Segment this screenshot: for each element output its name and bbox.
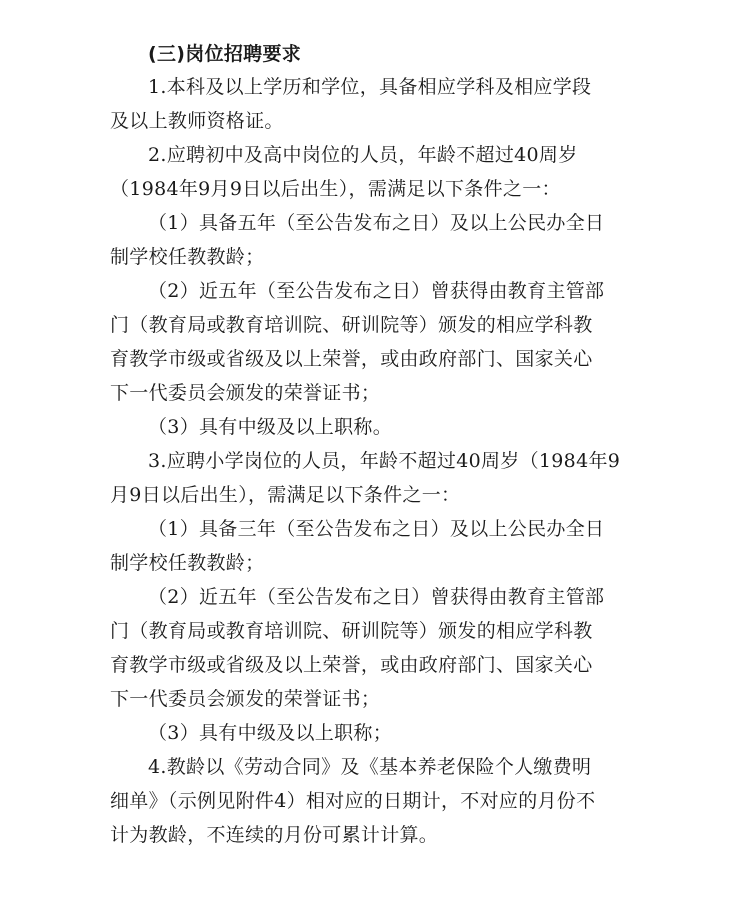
- paragraph-line-5: （1）具备五年（至公告发布之日）及以上公民办全日: [148, 212, 605, 234]
- paragraph-line-15: 制学校任教教龄；: [110, 552, 265, 574]
- paragraph-line-8: 门（教育局或教育培训院、研训院等）颁发的相应学科教: [110, 314, 593, 336]
- paragraph-line-23: 计为教龄，不连续的月份可累计计算。: [110, 824, 439, 846]
- paragraph-line-11: （3）具有中级及以上职称。: [148, 416, 392, 438]
- paragraph-line-21: 4.教龄以《劳动合同》及《基本养老保险个人缴费明: [148, 756, 592, 778]
- paragraph-line-12: 3.应聘小学岗位的人员，年龄不超过40周岁（1984年9: [148, 450, 621, 472]
- paragraph-line-7: （2）近五年（至公告发布之日）曾获得由教育主管部: [148, 280, 605, 302]
- paragraph-line-22: 细单》（示例见附件4）相对应的日期计，不对应的月份不: [110, 790, 596, 812]
- paragraph-line-2: 及以上教师资格证。: [110, 110, 284, 132]
- paragraph-line-1: 1.本科及以上学历和学位，具备相应学科及相应学段: [148, 76, 592, 98]
- paragraph-line-16: （2）近五年（至公告发布之日）曾获得由教育主管部: [148, 586, 605, 608]
- paragraph-line-17: 门（教育局或教育培训院、研训院等）颁发的相应学科教: [110, 620, 593, 642]
- paragraph-line-3: 2.应聘初中及高中岗位的人员，年龄不超过40周岁: [148, 144, 578, 166]
- paragraph-line-18: 育教学市级或省级及以上荣誉，或由政府部门、国家关心: [110, 654, 593, 676]
- paragraph-line-20: （3）具有中级及以上职称；: [148, 722, 392, 744]
- paragraph-line-4: （1984年9月9日以后出生），需满足以下条件之一：: [110, 178, 561, 200]
- paragraph-line-13: 月9日以后出生），需满足以下条件之一：: [110, 484, 461, 506]
- paragraph-line-19: 下一代委员会颁发的荣誉证书；: [110, 688, 381, 710]
- paragraph-line-6: 制学校任教教龄；: [110, 246, 265, 268]
- paragraph-line-9: 育教学市级或省级及以上荣誉，或由政府部门、国家关心: [110, 348, 593, 370]
- section-heading: (三)岗位招聘要求: [148, 43, 302, 65]
- paragraph-line-14: （1）具备三年（至公告发布之日）及以上公民办全日: [148, 518, 605, 540]
- paragraph-line-10: 下一代委员会颁发的荣誉证书；: [110, 382, 381, 404]
